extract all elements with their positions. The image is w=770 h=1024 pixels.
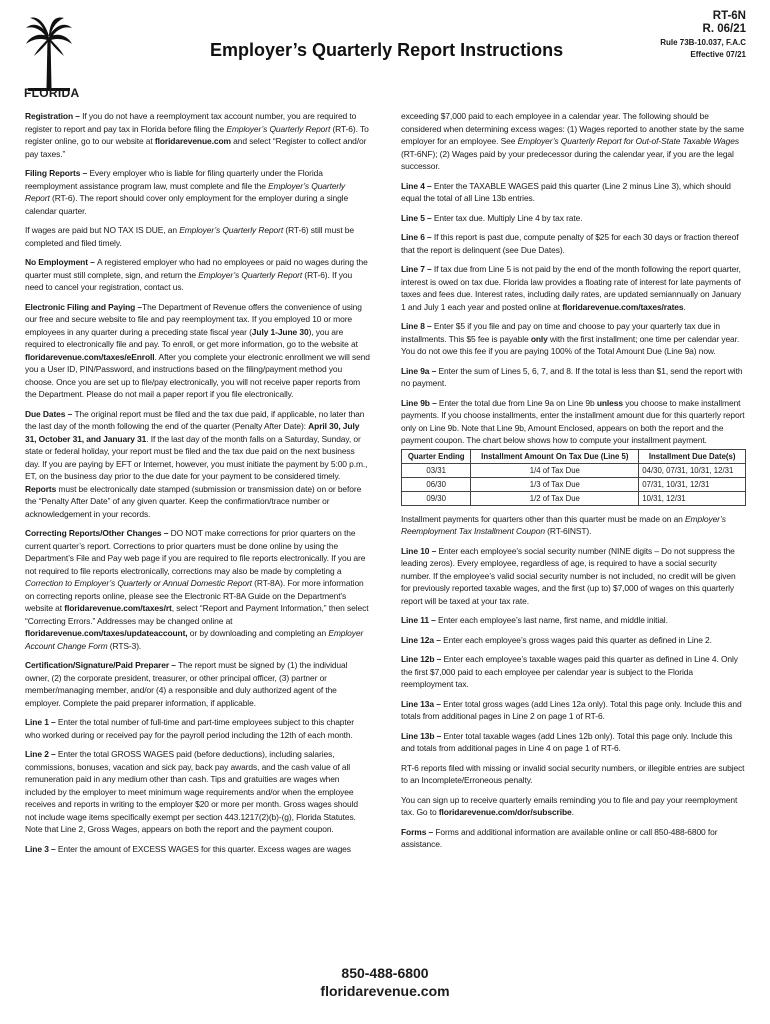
line-6-instruction: Line 6 – If this report is past due, compute penalty of $25 for each 30 days or fraction thereof that the report is delinquent (see Due Dates).	[401, 232, 739, 255]
table-cell: 04/30, 07/31, 10/31, 12/31	[639, 463, 746, 477]
email-reminder-note: You can sign up to receive quarterly emails reminding you to file and pay your reemployment tax. Go to floridarevenue.com/dor/subscribe.	[401, 794, 738, 817]
line-5-instruction: Line 5 – Enter tax due. Multiply Line 4 by tax rate.	[401, 212, 583, 223]
page-title: Employer’s Quarterly Report Instructions	[210, 40, 564, 60]
line-11-instruction: Line 11 – Enter each employee’s last name, first name, and middle initial.	[401, 615, 668, 625]
form-number: RT-6N	[712, 10, 746, 22]
certification-section: Certification/Signature/Paid Preparer – The report must be signed by (1) the individual owner, (2) the corporate president, treasurer, or other principal officer, (3) partner or member/managing member, and/or (4) a responsible and duly authorized agent of the employer. Complete the paid preparer information, if applicable.	[25, 660, 348, 708]
table-cell: 07/31, 10/31, 12/31	[639, 477, 746, 491]
line-12b-instruction: Line 12b – Enter each employee’s taxable wages paid this quarter as defined in Line 4. Only the first $7,000 paid to each employee per calendar year is subject to the Florida reemployment tax.	[401, 654, 738, 689]
table-row	[402, 477, 746, 491]
form-identifier	[660, 10, 746, 59]
electronic-filing-section: Electronic Filing and Paying –The Department of Revenue offers the convenience of using our free and secure website to file and pay reemployment tax. If you employed 10 or more employees in any quarter during a preceding state fiscal year (July 1-June 30), you are required to electronically file and pay. To enroll, or get more information, go to the website at floridarevenue.com/taxes/eEnroll. After you complete your electronic enrollment we will send you a User ID, PIN/Password, and instructions based on the filing/payment method you choose. Once you are set up to file/pay electronically, you will not receive paper reports from the Department. Please do not mail a paper report if you file electronically.	[25, 301, 370, 399]
table-cell: 10/31, 12/31	[639, 491, 746, 505]
excess-wages-continued: exceeding $7,000 paid to each employee in a calendar year. The following should be considered when determining excess wages: (1) Wages reported to another state by the same employer for an employee. See Employer’s Quarterly Report for Out-of-State Taxable Wages (RT-6NF); (2) Wages paid by your predecessor during the calendar year, if you are the legal successor.	[401, 111, 745, 171]
due-dates-section: Due Dates – The original report must be filed and the tax due paid, if applicable, no later than the last day of the month following the end of the quarter (Penalty After Date): April 30, July 31, October 31, and January 31. If the last day of the month falls on a Saturday, Sunday, or state or federal holiday, your report must be filed and the tax due paid on the next business day. If you are paying by EFT or Internet, however, you must initiate the payment by 5:00 p.m., ET, on the business day prior to the due date for your payment to be considered timely. Reports must be electronically date stamped (submission or transmission date) on or before the “Penalty After Date” of any given quarter. Keep the confirmation/trace number or acknowledgement in your records.	[25, 408, 368, 519]
line-12a-instruction: Line 12a – Enter each employee’s gross wages paid this quarter as defined in Line 2.	[401, 634, 712, 645]
florida-wordmark: FLORIDA	[24, 86, 80, 100]
table-row	[402, 491, 746, 505]
line-13b-instruction: Line 13b – Enter total taxable wages (add Lines 12b only). Total this page only. Include this and totals from additional pages in Line 4 on page 1 of RT-6.	[401, 730, 733, 753]
form-rule: Rule 73B-10.037, F.A.C	[660, 38, 746, 48]
footer-website: floridarevenue.com	[320, 983, 450, 999]
line-10-instruction: Line 10 – Enter each employee’s social security number (NINE digits – Do not suppress the leading zeros). Every employee, regardless of age, is required to have a social security number. If the employee’s valid social security number is not included, no credit will be given for previously reported taxable wages, and the first (up to) $7,000 of wages on this quarterly report will be taxed at your tax rate.	[401, 545, 736, 606]
forms-section: Forms – Forms and additional information are available online or call 850-488-6800 for assistance.	[401, 826, 718, 849]
line-4-instruction: Line 4 – Enter the TAXABLE WAGES paid this quarter (Line 2 minus Line 3), which should equal the total of all Line 13b entries.	[401, 180, 731, 203]
filing-reports-section: Filing Reports – Every employer who is liable for filing quarterly under the Florida reemployment assistance program law, must complete and file the Employer’s Quarterly Report (RT-6). The report should cover only employment for the employer during a single calendar quarter.	[25, 168, 349, 216]
table-header: Quarter Ending	[402, 449, 471, 463]
line-13a-instruction: Line 13a – Enter total gross wages (add Lines 12a only). Total this page only. Include this and totals from additional pages in Line 2 on page 1 of RT-6.	[401, 698, 742, 721]
right-column	[401, 110, 746, 858]
table-cell: 09/30	[402, 491, 471, 505]
installment-table	[401, 449, 746, 506]
no-employment-section: No Employment – A registered employer who had no employees or paid no wages during the quarter must still complete, sign, and return the Employer’s Quarterly Report (RT-6). If you need to cancel your registration, contact us.	[25, 257, 368, 292]
line-9a-instruction: Line 9a – Enter the sum of Lines 5, 6, 7, and 8. If the total is less than $1, send the report with no payment.	[401, 365, 743, 388]
table-cell: 06/30	[402, 477, 471, 491]
table-cell: 1/2 of Tax Due	[471, 491, 639, 505]
line-8-instruction: Line 8 – Enter $5 if you file and pay on time and choose to pay your quarterly tax due in installments. This $5 fee is payable only with the first installment; one time per calendar year. You do not owe this fee if you are paying 100% of the Total Amount Due (Line 9a) now.	[401, 321, 740, 356]
table-row	[402, 463, 746, 477]
line-9b-instruction: Line 9b – Enter the total due from Line 9a on Line 9b unless you choose to make installment payments. If you choose installments, enter the installment amount due for this quarterly report only on Line 9b. Note that Line 9b, Amount Enclosed, appears on both the report and the payment coupon. The chart below shows how to compute your installment payment.	[401, 397, 745, 445]
table-header: Installment Amount On Tax Due (Line 5)	[471, 449, 639, 463]
table-cell: 03/31	[402, 463, 471, 477]
no-tax-due-paragraph: If wages are paid but NO TAX IS DUE, an Employer’s Quarterly Report (RT-6) still must be completed and filed timely.	[25, 225, 354, 248]
line-1-instruction: Line 1 – Enter the total number of full-time and part-time employees subject to this chapter who worked during or received pay for the payroll period including the 12th of each month.	[25, 717, 354, 740]
form-effective-date: Effective 07/21	[690, 49, 746, 59]
line-3-instruction: Line 3 – Enter the amount of EXCESS WAGES for this quarter. Excess wages are wages	[25, 843, 351, 854]
footer-phone: 850-488-6800	[341, 965, 429, 981]
table-cell: 1/3 of Tax Due	[471, 477, 639, 491]
table-header-row	[402, 449, 746, 463]
line-7-instruction: Line 7 – If tax due from Line 5 is not paid by the end of the month following the report quarter, interest is owed on tax due. Florida law provides a floating rate of interest for late payments of taxes and fees due. Interest rates, including daily rates, are updated semiannually on January 1 and July 1 each year and posted online at floridarevenue.com/taxes/rates.	[401, 264, 742, 312]
table-cell: 1/4 of Tax Due	[471, 463, 639, 477]
table-header: Installment Due Date(s)	[639, 449, 746, 463]
registration-section: Registration – If you do not have a reemployment tax account number, you are required to register to report and pay tax in Florida before filing the Employer’s Quarterly Report (RT-6). To register online, go to our website at floridarevenue.com and select “Register to collect and/or pay taxes.”	[25, 111, 369, 159]
installment-other-quarters: Installment payments for quarters other than this quarter must be made on an Employer’s Reemployment Tax Installment Coupon (RT-6INST).	[401, 513, 726, 536]
form-revision: R. 06/21	[702, 23, 746, 36]
correcting-reports-section: Correcting Reports/Other Changes – DO NOT make corrections for prior quarters on the current quarter’s report. Corrections to prior quarters must be done online by using the Department’s File and Pay web page if you are required to file reports electronically. If you are not required to file reports electronically, corrections may also be made by completing a Correction to Employer’s Quarterly or Annual Domestic Report (RT-8A). For more information on correcting reports online, please see the Electronic RT-8A Guide on the Department’s website at floridarevenue.com/taxes/rt, select “Report and Payment Information,” then select “Correcting Errors.” Addresses may be changed online at floridarevenue.com/taxes/updateaccount, or by downloading and completing an Employer Account Change Form (RTS-3).	[25, 528, 369, 651]
missing-ssn-penalty-note: RT-6 reports filed with missing or invalid social security numbers, or illegible entries are subject to an Incomplete/Erroneous penalty.	[401, 762, 745, 785]
line-2-instruction: Line 2 – Enter the total GROSS WAGES paid (before deductions), including salaries, commissions, bonuses, vacation and sick pay, back pay awards, and the cash value of all remuneration paid in any medium other than cash. Tips and gratuities are wages when included by the employer to meet minimum wage requirements and/or when the employee receives and reports in writing to the employer $20 or more per month. Gross wages should not include wage items specifically exempt per section 443.1217(2)(b)-(g), Florida Statutes. Note that Line 2, Gross Wages, appears on both the report and the payment coupon.	[25, 749, 358, 834]
left-column	[25, 110, 370, 862]
